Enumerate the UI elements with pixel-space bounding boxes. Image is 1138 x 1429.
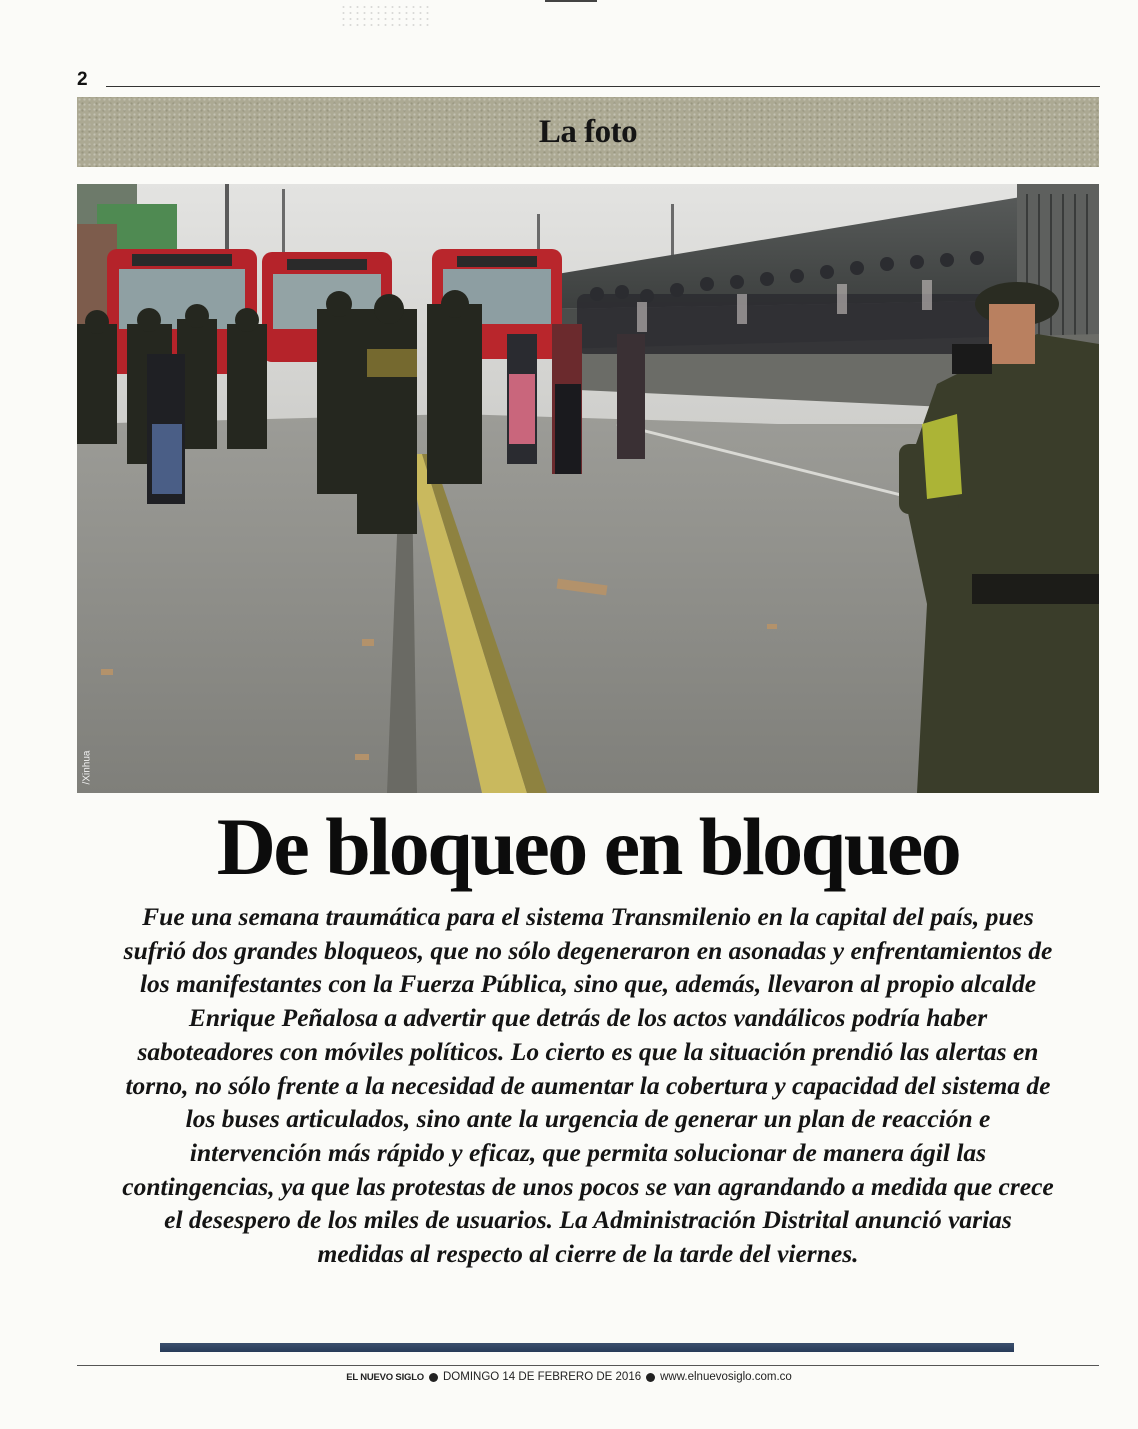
- photo-credit-text: /Xinhua: [81, 750, 93, 785]
- section-banner: [77, 97, 1099, 167]
- bullet-icon: [429, 1373, 438, 1382]
- print-specks: [340, 4, 430, 30]
- newspaper-name: EL NUEVO SIGLO: [346, 1371, 424, 1383]
- section-title: La foto: [538, 113, 638, 150]
- page-footer: [0, 1369, 1138, 1385]
- photo-credit: [80, 745, 94, 790]
- issue-date: DOMINGO 14 DE FEBRERO DE 2016: [443, 1371, 642, 1383]
- print-mark: [545, 0, 597, 2]
- news-photo: [77, 184, 1099, 793]
- footer-rule: [77, 1365, 1099, 1366]
- article-deck: Fue una semana traumática para el sistema Transmilenio en la capital del país, pues sufrió dos grandes bloqueos, que no sólo degeneraron en asonadas y enfrentamientos de los manifestantes con la Fuerza Pública, sino que, además, llevaron al propio alcalde Enrique Peñalosa a advertir que detrás de los actos vandálicos podría haber saboteadores con móviles políticos. Lo cierto es que la situación prendió las alertas en torno, no sólo frente a la necesidad de aumentar la cobertura y capacidad del sistema de los buses articulados, sino ante la urgencia de generar un plan de reacción e intervención más rápido y eficaz, que permita solucionar de manera ágil las contingencias, ya que las protestas de unos pocos se van agrandando a medida que crece el desespero de los miles de usuarios. La Administración Distrital anunció varias medidas al respecto al cierre de la tarde del viernes.: [122, 902, 1054, 1269]
- page-number: 2: [77, 69, 88, 90]
- accent-bar: [160, 1343, 1014, 1352]
- bullet-icon: [646, 1373, 655, 1382]
- headline: De bloqueo en bloqueo: [216, 801, 960, 892]
- website-link[interactable]: www.elnuevosiglo.com.co: [660, 1371, 792, 1383]
- header-rule: [106, 86, 1100, 87]
